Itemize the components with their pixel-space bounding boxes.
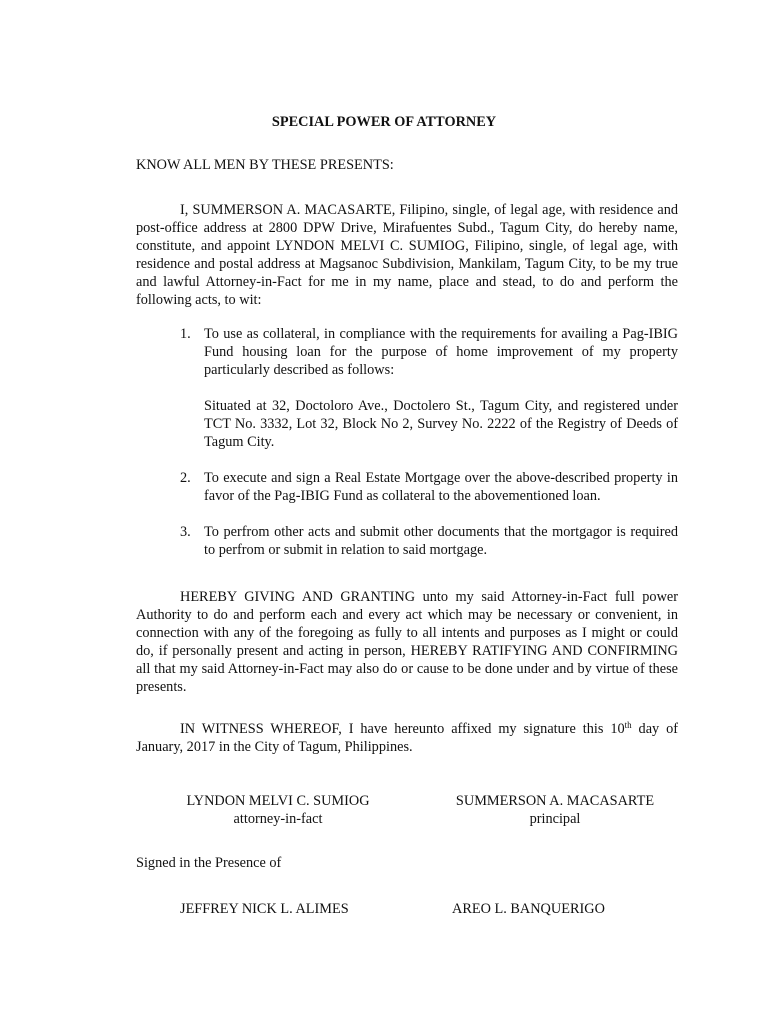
principal-role: principal xyxy=(529,811,581,827)
principal-signature-block xyxy=(447,792,663,828)
witness-name-1: JEFFREY NICK L. ALIMES xyxy=(180,901,349,917)
list-item xyxy=(180,325,678,451)
acts-list xyxy=(180,325,678,577)
list-item-text: To perfrom other acts and submit other documents that the mortgagor is required to perfrom or submit in relation to said mortgage. xyxy=(204,524,678,558)
list-item-text: To use as collateral, in compliance with the requirements for availing a Pag-IBIG Fund housing loan for the purpose of home improvement of my property particularly described as follows: xyxy=(204,326,678,378)
list-item-text: To execute and sign a Real Estate Mortgage over the above-described property in favor of the Pag-IBIG Fund as collateral to the abovementioned loan. xyxy=(204,470,678,504)
day-ordinal-suffix: th xyxy=(624,720,632,730)
property-description: Situated at 32, Doctoloro Ave., Doctolero St., Tagum City, and registered under TCT No. 3332, Lot 32, Block No 2, Survey No. 2222 of the Registry of Deeds of Tagum City. xyxy=(204,398,678,450)
list-item xyxy=(180,523,678,559)
granting-paragraph: HEREBY GIVING AND GRANTING unto my said Attorney-in-Fact full power Authority to do and perform each and every act which may be necessary or convenient, in connection with any of the foregoing as fully to all intents and purposes as I might or could do, if personally present and acting in person, HEREBY RATIFYING AND CONFIRMING all that my said Attorney-in-Fact may also do or cause to be done under and by virtue of these presents. xyxy=(136,589,678,695)
appointment-paragraph: I, SUMMERSON A. MACASARTE, Filipino, single, of legal age, with residence and post-office address at 2800 DPW Drive, Mirafuentes Subd., Tagum City, do hereby name, constitute, and appoint LYNDON MELVI C. SUMIOG, Filipino, single, of legal age, with residence and postal address at Magsanoc Subdivision, Mankilam, Tagum City, to be my true and lawful Attorney-in-Fact for me in my name, place and stead, to do and perform the following acts, to wit: xyxy=(136,202,678,308)
witness-clause-start: IN WITNESS WHEREOF, I have hereunto affixed my signature this 10 xyxy=(180,721,625,737)
attorney-role: attorney-in-fact xyxy=(233,811,323,827)
witness-name-2: AREO L. BANQUERIGO xyxy=(452,901,605,917)
presence-label: Signed in the Presence of xyxy=(136,855,282,871)
attorney-name: LYNDON MELVI C. SUMIOG xyxy=(186,793,370,809)
witness-clause-end: day of January, 2017 in the City of Tagum, Philippines. xyxy=(136,721,679,755)
list-item-number: 1. xyxy=(180,326,191,342)
document-title: SPECIAL POWER OF ATTORNEY xyxy=(271,114,497,130)
witness-clause xyxy=(136,720,678,756)
list-item xyxy=(180,469,678,505)
principal-name: SUMMERSON A. MACASARTE xyxy=(455,793,655,809)
list-item-number: 2. xyxy=(180,470,191,486)
attorney-signature-block xyxy=(178,792,378,828)
list-item-number: 3. xyxy=(180,524,191,540)
intro-line: KNOW ALL MEN BY THESE PRESENTS: xyxy=(136,157,394,173)
